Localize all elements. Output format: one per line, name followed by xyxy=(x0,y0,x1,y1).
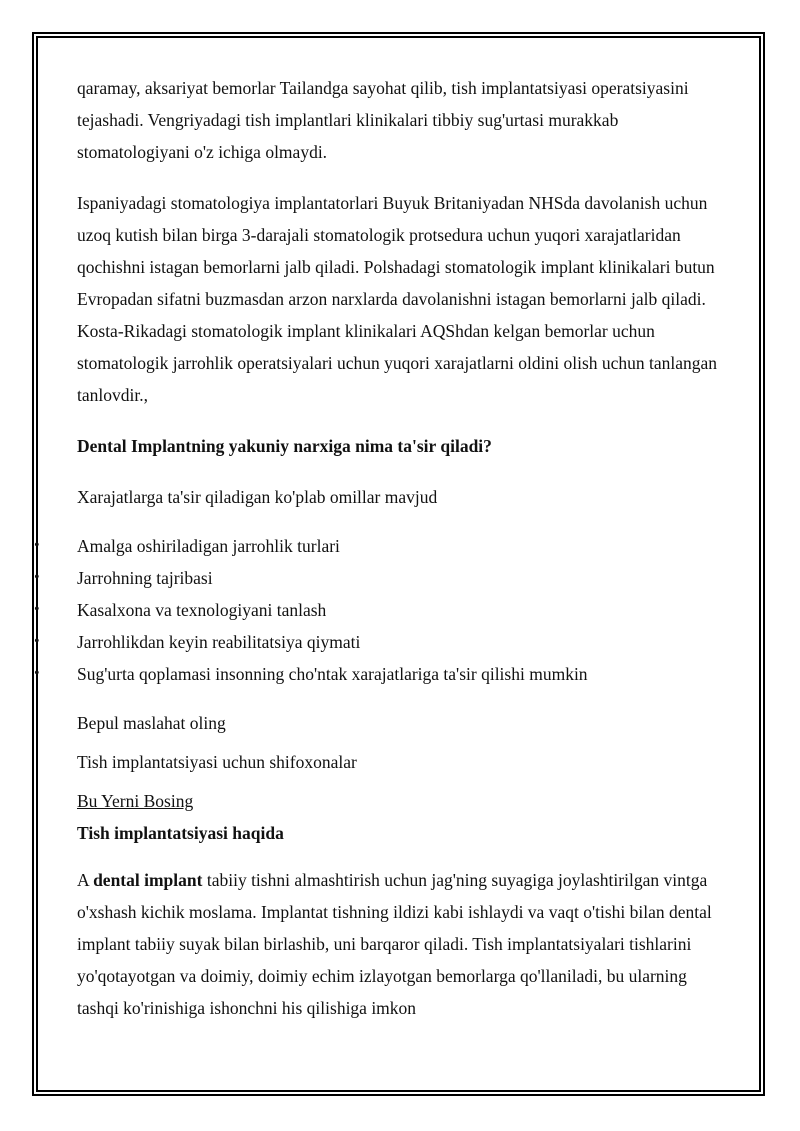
bullet-icon: • xyxy=(34,601,40,618)
list-item: • Sug'urta qoplamasi insonning cho'ntak xarajatlariga ta'sir qilishi mumkin xyxy=(77,658,727,690)
cost-factors-list xyxy=(34,530,727,690)
about-heading: Tish implantatsiyasi haqida xyxy=(77,823,284,843)
click-here-link[interactable]: Bu Yerni Bosing xyxy=(77,791,194,811)
document-body xyxy=(34,72,727,1024)
section-heading-cost-factors: Dental Implantning yakuniy narxiga nima ta'sir qiladi? xyxy=(77,436,492,456)
list-item: • Kasalxona va texnologiyani tanlash xyxy=(77,594,727,626)
bullet-icon: • xyxy=(34,665,40,682)
paragraph-thailand-hungary: qaramay, aksariyat bemorlar Tailandga sayohat qilib, tish implantatsiyasi operatsiyasini tejashadi. Vengriyadagi tish implantlari klinikalari tibbiy sug'urtasi murakkab stomatologiyani o'z ichiga olmaydi. xyxy=(77,78,689,162)
list-item: • Amalga oshiriladigan jarrohlik turlari xyxy=(77,530,727,562)
free-consultation-text: Bepul maslahat oling xyxy=(77,713,226,733)
bullet-icon: • xyxy=(34,569,40,586)
hospitals-text: Tish implantatsiyasi uchun shifoxonalar xyxy=(77,752,357,772)
dental-implant-term: dental implant xyxy=(93,870,203,890)
paragraph-spain-poland-costa-rica: Ispaniyadagi stomatologiya implantatorlari Buyuk Britaniyadan NHSda davolanish uchun uzoq kutish bilan birga 3-darajali stomatologik protsedura uchun yuqori xarajatlaridan qochishni istagan bemorlarni jalb qiladi. Polshadagi stomatologik implant klinikalari butun Evropadan sifatni buzmasdan arzon narxlarda davolanishni istagan bemorlarni jalb qiladi. Kosta-Rikadagi stomatologik implant klinikalari AQShdan kelgan bemorlar uchun stomatologik jarrohlik operatsiyalari uchun yuqori xarajatlarni oldini olish uchun tanlangan tanlovdir., xyxy=(77,193,718,405)
about-paragraph: A dental implant tabiiy tishni almashtirish uchun jag'ning suyagiga joylashtirilgan vintga o'xshash kichik moslama. Implantat tishning ildizi kabi ishlaydi va vaqt o'tishi bilan dental implant tabiiy suyak bilan birlashib, uni barqaror qiladi. Tish implantatsiyalari tishlarini yo'qotayotgan va doimiy, doimiy echim izlayotgan bemorlarga qo'llaniladi, bu ularning tashqi ko'rinishiga ishonchni his qilishiga imkon xyxy=(77,870,712,1018)
bullet-icon: • xyxy=(34,537,40,554)
click-here-link-row xyxy=(77,785,727,817)
list-item: • Jarrohlikdan keyin reabilitatsiya qiymati xyxy=(77,626,727,658)
list-item: • Jarrohning tajribasi xyxy=(77,562,727,594)
cost-factors-intro: Xarajatlarga ta'sir qiladigan ko'plab omillar mavjud xyxy=(77,487,438,507)
bullet-icon: • xyxy=(34,633,40,650)
